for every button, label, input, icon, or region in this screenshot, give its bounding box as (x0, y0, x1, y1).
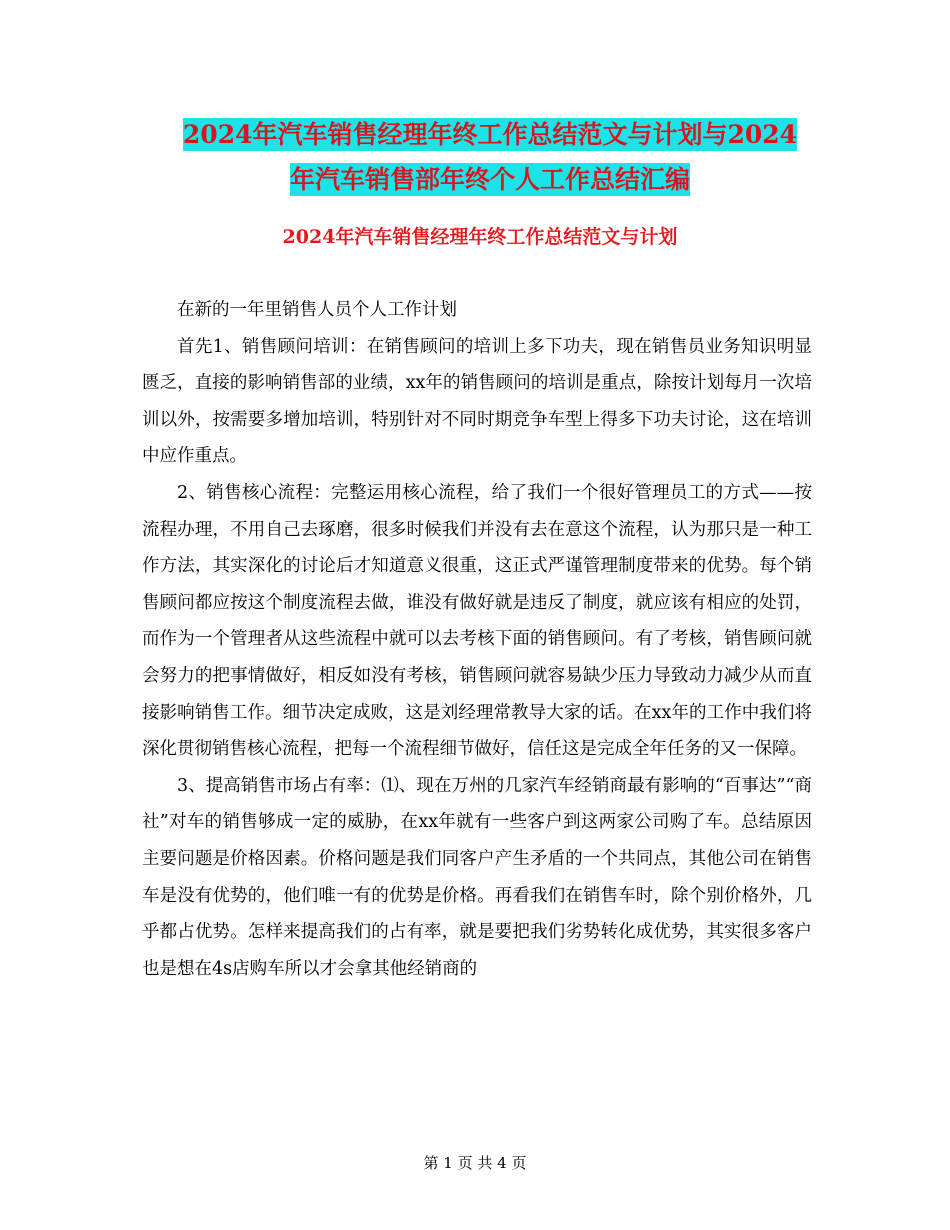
paragraph-core-process: 2、销售核心流程：完整运用核心流程，给了我们一个很好管理员工的方式——按流程办理，不用自己去琢磨，很多时候我们并没有去在意这个流程，认为那只是一种工作方法，其实深化的讨论后才知道意义很重，这正式严谨管理制度带来的优势。每个销售顾问都应按这个制度流程去做，谁没有做好就是违反了制度，就应该有相应的处罚，而作为一个管理者从这些流程中就可以去考核下面的销售顾问。有了考核，销售顾问就会努力的把事情做好，相反如没有考核，销售顾问就容易缺少压力导致动力减少从而直接影响销售工作。细节决定成败，这是刘经理常教导大家的话。在xx年的工作中我们将深化贯彻销售核心流程，把每一个流程细节做好，信任这是完成全年任务的又一保障。 (142, 482, 812, 760)
document-title (150, 112, 830, 202)
section-title: 2024年汽车销售经理年终工作总结范文与计划 (282, 226, 678, 248)
document-body (142, 292, 812, 987)
paragraph-training: 首先1、销售顾问培训：在销售顾问的培训上多下功夫，现在销售员业务知识明显匮乏，直接的影响销售部的业绩，xx年的销售顾问的培训是重点，除按计划每月一次培训以外，按需要多增加培训，特别针对不同时期竞争车型上得多下功夫讨论，这在培训中应作重点。 (142, 336, 812, 467)
document-title-line1: 2024年汽车销售经理年终工作总结范文与计划与2024 (182, 120, 798, 149)
paragraph-intro: 在新的一年里销售人员个人工作计划 (177, 300, 457, 320)
page-footer: 第 1 页 共 4 页 (423, 1154, 527, 1172)
paragraph-market-share: 3、提高销售市场占有率：⑴、现在万州的几家汽车经销商最有影响的“百事达”“商社”对车的销售够成一定的威胁，在xx年就有一些客户到这两家公司购了车。总结原因主要问题是价格因素。价格问题是我们同客户产生矛盾的一个共同点，其他公司在销售车是没有优势的，他们唯一有的优势是价格。再看我们在销售车时，除个别价格外，几乎都占优势。怎样来提高我们的占有率，就是要把我们劣势转化成优势，其实很多客户也是想在4s店购车所以才会拿其他经销商的 (142, 775, 812, 979)
document-title-line2: 年汽车销售部年终个人工作总结汇编 (289, 165, 690, 194)
